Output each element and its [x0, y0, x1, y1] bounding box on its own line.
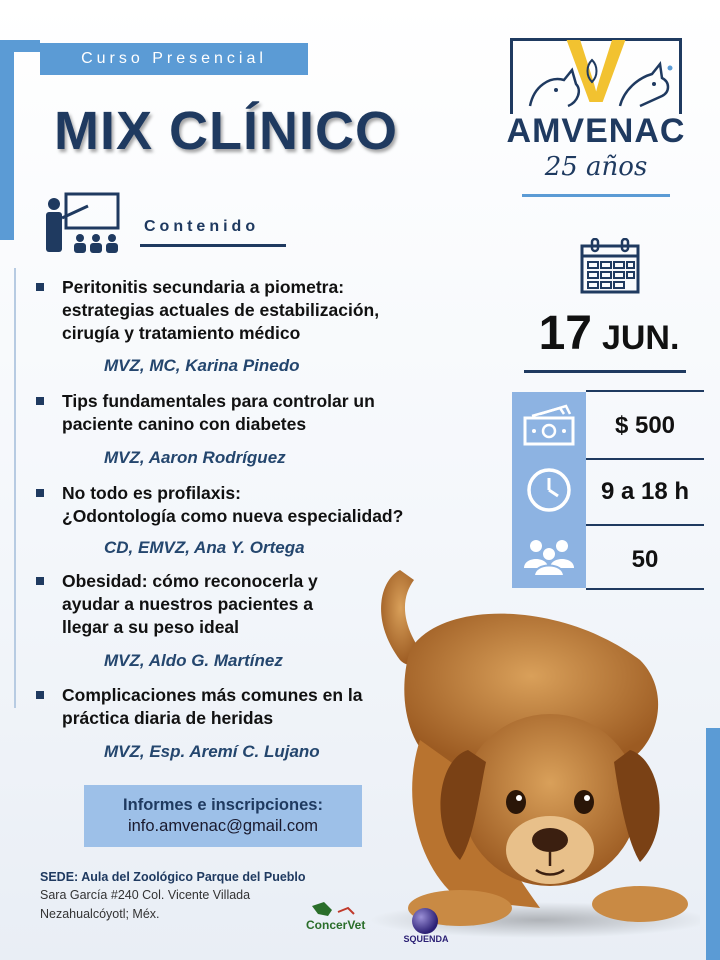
calendar-icon: [580, 238, 640, 294]
teacher-presentation-icon: [42, 192, 124, 254]
bullet-icon: [36, 691, 44, 699]
content-label-underline: [140, 244, 286, 247]
event-day: 17: [538, 307, 592, 360]
price-value: $ 500: [614, 412, 676, 439]
event-month: JUN.: [601, 319, 680, 357]
topic-speaker-3: CD, EMVZ, Ana Y. Ortega: [104, 538, 305, 557]
bullet-icon: [36, 397, 44, 405]
squenda-logo-text: SQUENDA: [403, 934, 449, 944]
info-top-border: [586, 390, 704, 392]
squenda-logo-icon: [412, 908, 438, 934]
logo-name: AMVENAC: [506, 112, 686, 150]
left-accent-bar-tab: [14, 40, 40, 52]
course-type-banner: Curso Presencial: [40, 43, 308, 75]
venue-address-line: Sara García #240 Col. Vicente Villada: [40, 888, 251, 902]
date-underline: [524, 370, 686, 373]
venue-address-line: Nezahualcóyotl; Méx.: [40, 907, 160, 921]
topic-item-1: [36, 276, 476, 345]
topic-title-line: llegar a su peso ideal: [62, 617, 240, 637]
info-separator: [586, 458, 704, 460]
contact-box: [84, 785, 362, 847]
topic-speaker-2: MVZ, Aaron Rodríguez: [104, 448, 286, 467]
topic-speaker-1: MVZ, MC, Karina Pinedo: [104, 356, 300, 375]
venue-title: SEDE: Aula del Zoológico Parque del Pueblo: [40, 870, 306, 884]
capacity-value: 50: [631, 546, 659, 573]
topic-title-line: Tips fundamentales para controlar un: [62, 391, 375, 411]
contact-title: Informes e inscripciones:: [123, 796, 323, 814]
logo-animals-icon: [520, 56, 676, 112]
concervet-logo-text: ConcerVet: [306, 918, 366, 932]
clock-icon: [525, 466, 573, 514]
puppy-illustration: [340, 540, 700, 940]
event-date: [514, 306, 704, 361]
topic-title-line: Complicaciones más comunes en la: [62, 685, 363, 705]
topic-title-line: Obesidad: cómo reconocerla y: [62, 571, 318, 591]
topic-speaker-4: MVZ, Aldo G. Martínez: [104, 651, 283, 670]
topic-item-2: [36, 390, 476, 436]
topic-title-line: ¿Odontología como nueva especialidad?: [62, 506, 404, 526]
logo-letter: V: [565, 22, 627, 122]
right-accent-bar: [706, 728, 720, 960]
contact-email-link[interactable]: info.amvenac@gmail.com: [127, 817, 319, 835]
topic-speaker-5: MVZ, Esp. Aremí C. Lujano: [104, 742, 320, 761]
topic-title-line: cirugía y tratamiento médico: [62, 323, 301, 343]
topic-title-line: ayudar a nuestros pacientes a: [62, 594, 313, 614]
schedule-value: 9 a 18 h: [600, 478, 690, 505]
topic-title-line: paciente canino con diabetes: [62, 414, 307, 434]
bullet-icon: [36, 577, 44, 585]
content-section-label: Contenido: [144, 218, 260, 235]
logo-years: 25 años: [544, 152, 648, 182]
bullet-icon: [36, 283, 44, 291]
page-title: MIX CLÍNICO: [54, 101, 398, 161]
topics-divider-line: [14, 268, 16, 708]
topic-title-line: estrategias actuales de estabilización,: [62, 300, 380, 320]
info-separator: [586, 524, 704, 526]
left-accent-bar: [0, 40, 14, 240]
topic-item-3: [36, 482, 476, 528]
bullet-icon: [36, 489, 44, 497]
money-icon: [522, 404, 576, 448]
topic-title-line: práctica diaria de heridas: [62, 708, 274, 728]
topic-title-line: Peritonitis secundaria a piometra:: [62, 277, 345, 297]
topic-title-line: No todo es profilaxis:: [62, 483, 241, 503]
logo-underline: [522, 194, 670, 197]
